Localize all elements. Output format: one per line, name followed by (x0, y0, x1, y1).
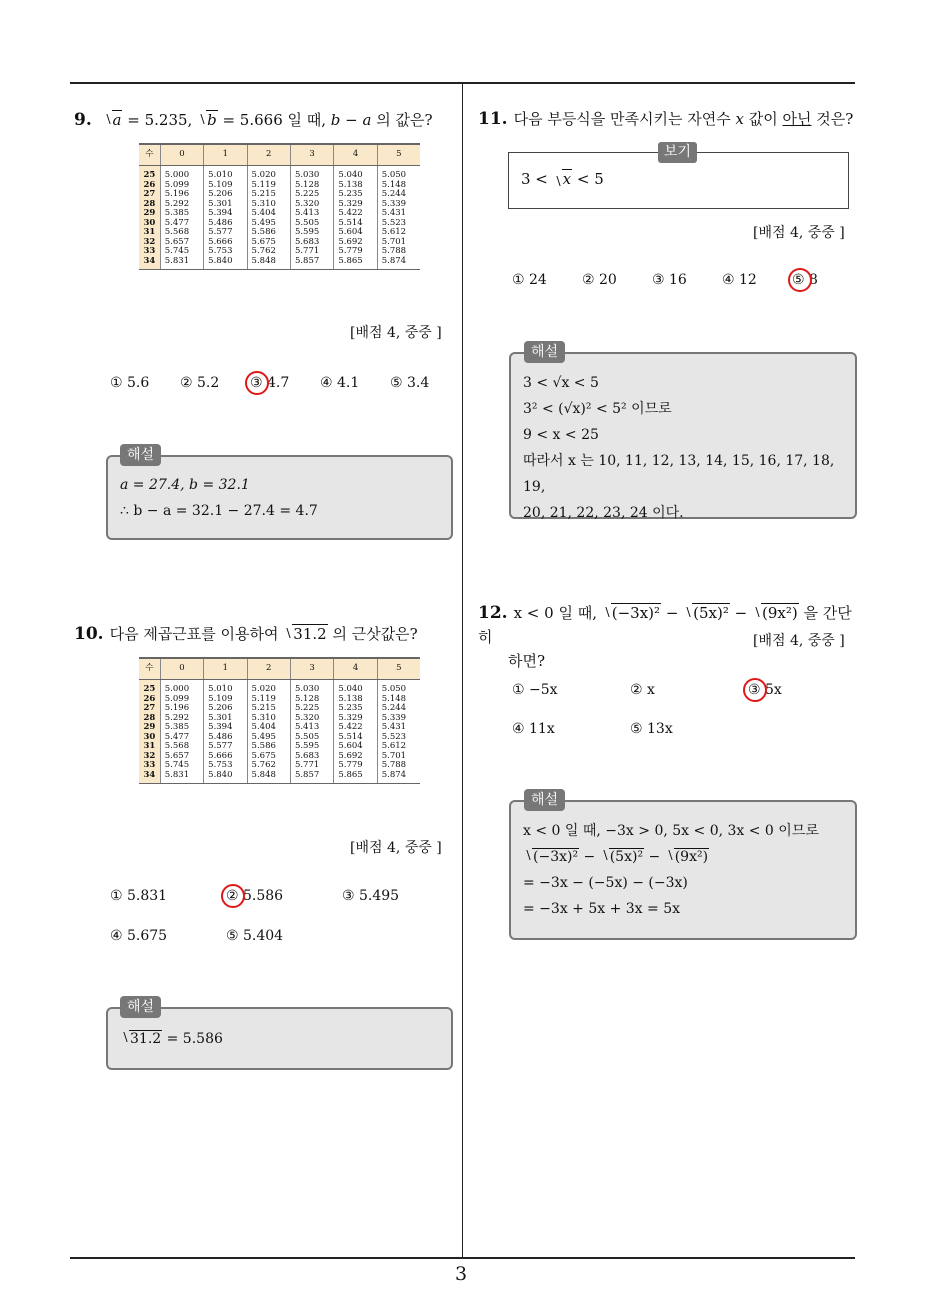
answer-mark-circle (743, 678, 767, 702)
table-cell: 5.109 (204, 695, 247, 705)
table-header-cell: 5 (377, 144, 420, 166)
table-cell: 5.666 (204, 752, 247, 762)
table-header-cell: 0 (160, 144, 203, 166)
table-cell: 5.235 (334, 704, 377, 714)
choice-4[interactable]: ④ 11x (512, 721, 555, 737)
table-cell: 5.109 (204, 181, 247, 191)
table-row-header: 29 (139, 723, 160, 733)
table-cell: 5.413 (290, 723, 333, 733)
table-cell: 5.514 (334, 219, 377, 229)
table-cell: 5.394 (204, 723, 247, 733)
question-11: 11. 다음 부등식을 만족시키는 자연수 x 값이 아닌 것은? (478, 109, 854, 129)
table-cell: 5.225 (290, 704, 333, 714)
question-number: 12. (478, 603, 508, 623)
choice-5[interactable]: ⑤ 8 (792, 272, 818, 288)
table-cell: 5.675 (247, 752, 290, 762)
table-cell: 5.762 (247, 247, 290, 257)
table-cell: 5.010 (204, 680, 247, 695)
table-cell: 5.422 (334, 723, 377, 733)
table-row-header: 27 (139, 704, 160, 714)
choice-4[interactable]: ④ 4.1 (320, 375, 360, 391)
question-9: 9. a = 5.235, b = 5.666 일 때, b − a 의 값은? (74, 110, 433, 130)
choice-4[interactable]: ④ 5.675 (110, 928, 168, 944)
table-row-header: 26 (139, 695, 160, 705)
table-cell: 5.030 (290, 680, 333, 695)
choice-2[interactable]: ② 5.586 (226, 888, 284, 904)
table-cell: 5.339 (377, 714, 420, 724)
table-header-cell: 1 (204, 658, 247, 680)
table-cell: 5.020 (247, 680, 290, 695)
choice-2[interactable]: ② x (630, 682, 655, 698)
table-cell: 5.595 (290, 742, 333, 752)
table-cell: 5.865 (334, 771, 377, 784)
table-cell: 5.771 (290, 761, 333, 771)
table-cell: 5.244 (377, 190, 420, 200)
table-cell: 5.020 (247, 166, 290, 181)
table-cell: 5.138 (334, 695, 377, 705)
page-number: 3 (455, 1263, 468, 1285)
table-cell: 5.771 (290, 247, 333, 257)
table-row-header: 30 (139, 733, 160, 743)
table-header-cell: 4 (334, 144, 377, 166)
table-header-cell: 5 (377, 658, 420, 680)
table-row-header: 30 (139, 219, 160, 229)
table-cell: 5.753 (204, 761, 247, 771)
table-cell: 5.865 (334, 257, 377, 270)
table-cell: 5.206 (204, 704, 247, 714)
table-cell: 5.235 (334, 190, 377, 200)
table-cell: 5.138 (334, 181, 377, 191)
solution-line: 20, 21, 22, 23, 24 이다. (523, 505, 684, 521)
table-cell: 5.666 (204, 238, 247, 248)
table-cell: 5.050 (377, 680, 420, 695)
table-cell: 5.840 (204, 771, 247, 784)
table-cell: 5.753 (204, 247, 247, 257)
table-cell: 5.320 (290, 200, 333, 210)
table-cell: 5.329 (334, 714, 377, 724)
table-cell: 5.404 (247, 209, 290, 219)
table-cell: 5.675 (247, 238, 290, 248)
table-cell: 5.657 (160, 238, 203, 248)
table-cell: 5.292 (160, 200, 203, 210)
table-cell: 5.119 (247, 695, 290, 705)
table-row-header: 31 (139, 228, 160, 238)
table-row-header: 28 (139, 200, 160, 210)
table-cell: 5.779 (334, 761, 377, 771)
table-cell: 5.206 (204, 190, 247, 200)
table-row-header: 34 (139, 257, 160, 270)
table-cell: 5.692 (334, 752, 377, 762)
table-cell: 5.148 (377, 695, 420, 705)
table-cell: 5.523 (377, 733, 420, 743)
table-cell: 5.196 (160, 704, 203, 714)
column-divider (462, 83, 463, 1258)
table-cell: 5.413 (290, 209, 333, 219)
solution-line: x < 0 일 때, −3x > 0, 5x < 0, 3x < 0 이므로 (523, 823, 819, 839)
table-cell: 5.225 (290, 190, 333, 200)
solution-box-q12 (509, 800, 857, 940)
choices-q10 (110, 888, 440, 948)
sqrt-a: a (103, 108, 123, 132)
example-tag: 보기 (658, 142, 697, 163)
table-cell: 5.030 (290, 166, 333, 181)
table-row (139, 257, 420, 270)
table-row-header: 32 (139, 238, 160, 248)
sqrt-x: x (553, 170, 572, 188)
question-12: 12. x < 0 일 때, (−3x)² − (5x)² − (9x²) 을 간단히 하면? (478, 601, 863, 673)
solution-box-q9 (106, 455, 453, 540)
sqrt-b: b (197, 108, 218, 132)
table-row-header: 26 (139, 181, 160, 191)
table-cell: 5.040 (334, 680, 377, 695)
table-cell: 5.431 (377, 723, 420, 733)
table-cell: 5.779 (334, 247, 377, 257)
table-row-header: 32 (139, 752, 160, 762)
choice-5[interactable]: ⑤ 13x (630, 721, 673, 737)
question-10: 10. 다음 제곱근표를 이용하여 31.2 의 근삿값은? (74, 624, 418, 644)
example-box: 3 < x < 5 (508, 152, 849, 209)
choices-q12 (512, 682, 852, 742)
table-cell: 5.762 (247, 761, 290, 771)
table-cell: 5.857 (290, 257, 333, 270)
bottom-rule (70, 1257, 855, 1259)
answer-mark-circle (221, 884, 245, 908)
table-cell: 5.848 (247, 771, 290, 784)
table-cell: 5.505 (290, 219, 333, 229)
table-cell: 5.595 (290, 228, 333, 238)
answer-mark-circle (788, 268, 812, 292)
table-row-header: 33 (139, 247, 160, 257)
table-cell: 5.385 (160, 723, 203, 733)
table-cell: 5.486 (204, 733, 247, 743)
choice-1[interactable]: ① 5.6 (110, 375, 150, 391)
table-cell: 5.301 (204, 714, 247, 724)
table-cell: 5.612 (377, 742, 420, 752)
table-cell: 5.874 (377, 257, 420, 270)
choice-3[interactable]: ③ 16 (652, 272, 687, 288)
table-cell: 5.577 (204, 228, 247, 238)
table-cell: 5.477 (160, 733, 203, 743)
table-cell: 5.505 (290, 733, 333, 743)
table-header-cell: 3 (290, 144, 333, 166)
solution-line: 따라서 x 는 10, 11, 12, 13, 14, 15, 16, 17, 18, 19, (523, 453, 835, 495)
table-cell: 5.215 (247, 190, 290, 200)
table-cell: 5.477 (160, 219, 203, 229)
question-line-2: 하면? (508, 652, 546, 670)
table-cell: 5.495 (247, 733, 290, 743)
table-cell: 5.874 (377, 771, 420, 784)
solution-tag: 해설 (120, 996, 161, 1018)
table-cell: 5.010 (204, 166, 247, 181)
table-header-cell: 4 (334, 658, 377, 680)
choice-4[interactable]: ④ 12 (722, 272, 757, 288)
table-row-header: 34 (139, 771, 160, 784)
table-cell: 5.404 (247, 723, 290, 733)
table-cell: 5.568 (160, 228, 203, 238)
table-cell: 5.310 (247, 200, 290, 210)
choice-1[interactable]: ① −5x (512, 682, 558, 698)
table-cell: 5.586 (247, 742, 290, 752)
table-cell: 5.577 (204, 742, 247, 752)
choice-3[interactable]: ③ 5.495 (342, 888, 400, 904)
table-cell: 5.745 (160, 247, 203, 257)
sqrt-term-1: (−3x)² (602, 601, 661, 625)
table-cell: 5.657 (160, 752, 203, 762)
table-cell: 5.612 (377, 228, 420, 238)
table-row-header: 28 (139, 714, 160, 724)
table-row (139, 166, 420, 181)
table-row-header: 25 (139, 166, 160, 181)
solution-line: = −3x + 5x + 3x = 5x (523, 901, 681, 917)
table-row-header: 31 (139, 742, 160, 752)
question-number: 10. (74, 624, 104, 644)
table-row-header: 25 (139, 680, 160, 695)
table-cell: 5.050 (377, 166, 420, 181)
table-header-cell: 0 (160, 658, 203, 680)
solution-box-q11 (509, 352, 857, 519)
table-cell: 5.701 (377, 752, 420, 762)
solution-line: ∴ b − a = 32.1 − 27.4 = 4.7 (120, 503, 318, 519)
square-root-table (139, 657, 420, 784)
table-cell: 5.701 (377, 238, 420, 248)
table-cell: 5.339 (377, 200, 420, 210)
table-cell: 5.788 (377, 761, 420, 771)
table-cell: 5.683 (290, 752, 333, 762)
table-row (139, 771, 420, 784)
table-cell: 5.848 (247, 257, 290, 270)
table-cell: 5.128 (290, 695, 333, 705)
table-cell: 5.040 (334, 166, 377, 181)
table-header-cell: 3 (290, 658, 333, 680)
table-cell: 5.320 (290, 714, 333, 724)
sqrt-31-2: 31.2 (120, 1026, 162, 1052)
table-cell: 5.310 (247, 714, 290, 724)
table-cell: 5.431 (377, 209, 420, 219)
choice-2[interactable]: ② 5.2 (180, 375, 220, 391)
table-cell: 5.196 (160, 190, 203, 200)
table-cell: 5.831 (160, 257, 203, 270)
table-header-cell: 수 (139, 144, 160, 166)
question-number: 11. (478, 109, 508, 129)
table-cell: 5.692 (334, 238, 377, 248)
table-row-header: 33 (139, 761, 160, 771)
table-cell: 5.831 (160, 771, 203, 784)
solution-tag: 해설 (524, 341, 565, 363)
choice-5[interactable]: ⑤ 3.4 (390, 375, 430, 391)
table-row-header: 27 (139, 190, 160, 200)
table-cell: 5.385 (160, 209, 203, 219)
table-cell: 5.604 (334, 742, 377, 752)
table-cell: 5.745 (160, 761, 203, 771)
score-label: [배점 4, 중중 ] (753, 633, 845, 649)
score-label: [배점 4, 중중 ] (350, 840, 442, 856)
underlined-word: 아닌 (782, 110, 812, 128)
table-cell: 5.099 (160, 181, 203, 191)
table-cell: 5.586 (247, 228, 290, 238)
solution-tag: 해설 (120, 444, 161, 466)
table-cell: 5.857 (290, 771, 333, 784)
table-header-cell: 2 (247, 144, 290, 166)
table-header-cell: 1 (204, 144, 247, 166)
sqrt-31-2: 31.2 (283, 622, 327, 646)
choice-2[interactable]: ② 20 (582, 272, 617, 288)
choice-3[interactable]: ③ 5x (748, 682, 782, 698)
table-cell: 5.523 (377, 219, 420, 229)
solution-line: 3 < √x < 5 (523, 375, 599, 391)
table-cell: 5.000 (160, 166, 203, 181)
sqrt-term-3: (9x²) (752, 601, 799, 625)
table-cell: 5.244 (377, 704, 420, 714)
solution-line: 9 < x < 25 (523, 427, 599, 443)
table-cell: 5.486 (204, 219, 247, 229)
solution-line: = −3x − (−5x) − (−3x) (523, 875, 688, 891)
solution-line: a = 27.4, b = 32.1 (120, 477, 250, 493)
table-cell: 5.422 (334, 209, 377, 219)
table-cell: 5.099 (160, 695, 203, 705)
choice-5[interactable]: ⑤ 5.404 (226, 928, 284, 944)
question-number: 9. (74, 110, 92, 130)
table-cell: 5.119 (247, 181, 290, 191)
sqrt-term-2: (5x)² (683, 601, 730, 625)
square-root-table (139, 143, 420, 270)
table-cell: 5.215 (247, 704, 290, 714)
score-label: [배점 4, 중중 ] (350, 325, 442, 341)
table-cell: 5.514 (334, 733, 377, 743)
table-cell: 5.495 (247, 219, 290, 229)
solution-tag: 해설 (524, 789, 565, 811)
solution-line: 31.2 = 5.586 (120, 1026, 439, 1052)
table-cell: 5.148 (377, 181, 420, 191)
choice-1[interactable]: ① 5.831 (110, 888, 168, 904)
table-cell: 5.292 (160, 714, 203, 724)
table-cell: 5.128 (290, 181, 333, 191)
answer-mark-circle (245, 371, 269, 395)
table-cell: 5.301 (204, 200, 247, 210)
choice-1[interactable]: ① 24 (512, 272, 547, 288)
table-header-cell: 수 (139, 658, 160, 680)
score-label: [배점 4, 중중 ] (753, 225, 845, 241)
table-row-header: 29 (139, 209, 160, 219)
solution-line: 3² < (√x)² < 5² 이므로 (523, 401, 672, 417)
choice-3[interactable]: ③ 4.7 (250, 375, 290, 391)
solution-line: (−3x)² − (5x)² − (9x²) (523, 844, 843, 870)
table-cell: 5.683 (290, 238, 333, 248)
table-cell: 5.568 (160, 742, 203, 752)
table-header-cell: 2 (247, 658, 290, 680)
table-cell: 5.329 (334, 200, 377, 210)
table-cell: 5.840 (204, 257, 247, 270)
table-row (139, 680, 420, 695)
table-cell: 5.788 (377, 247, 420, 257)
table-cell: 5.394 (204, 209, 247, 219)
table-cell: 5.604 (334, 228, 377, 238)
table-cell: 5.000 (160, 680, 203, 695)
